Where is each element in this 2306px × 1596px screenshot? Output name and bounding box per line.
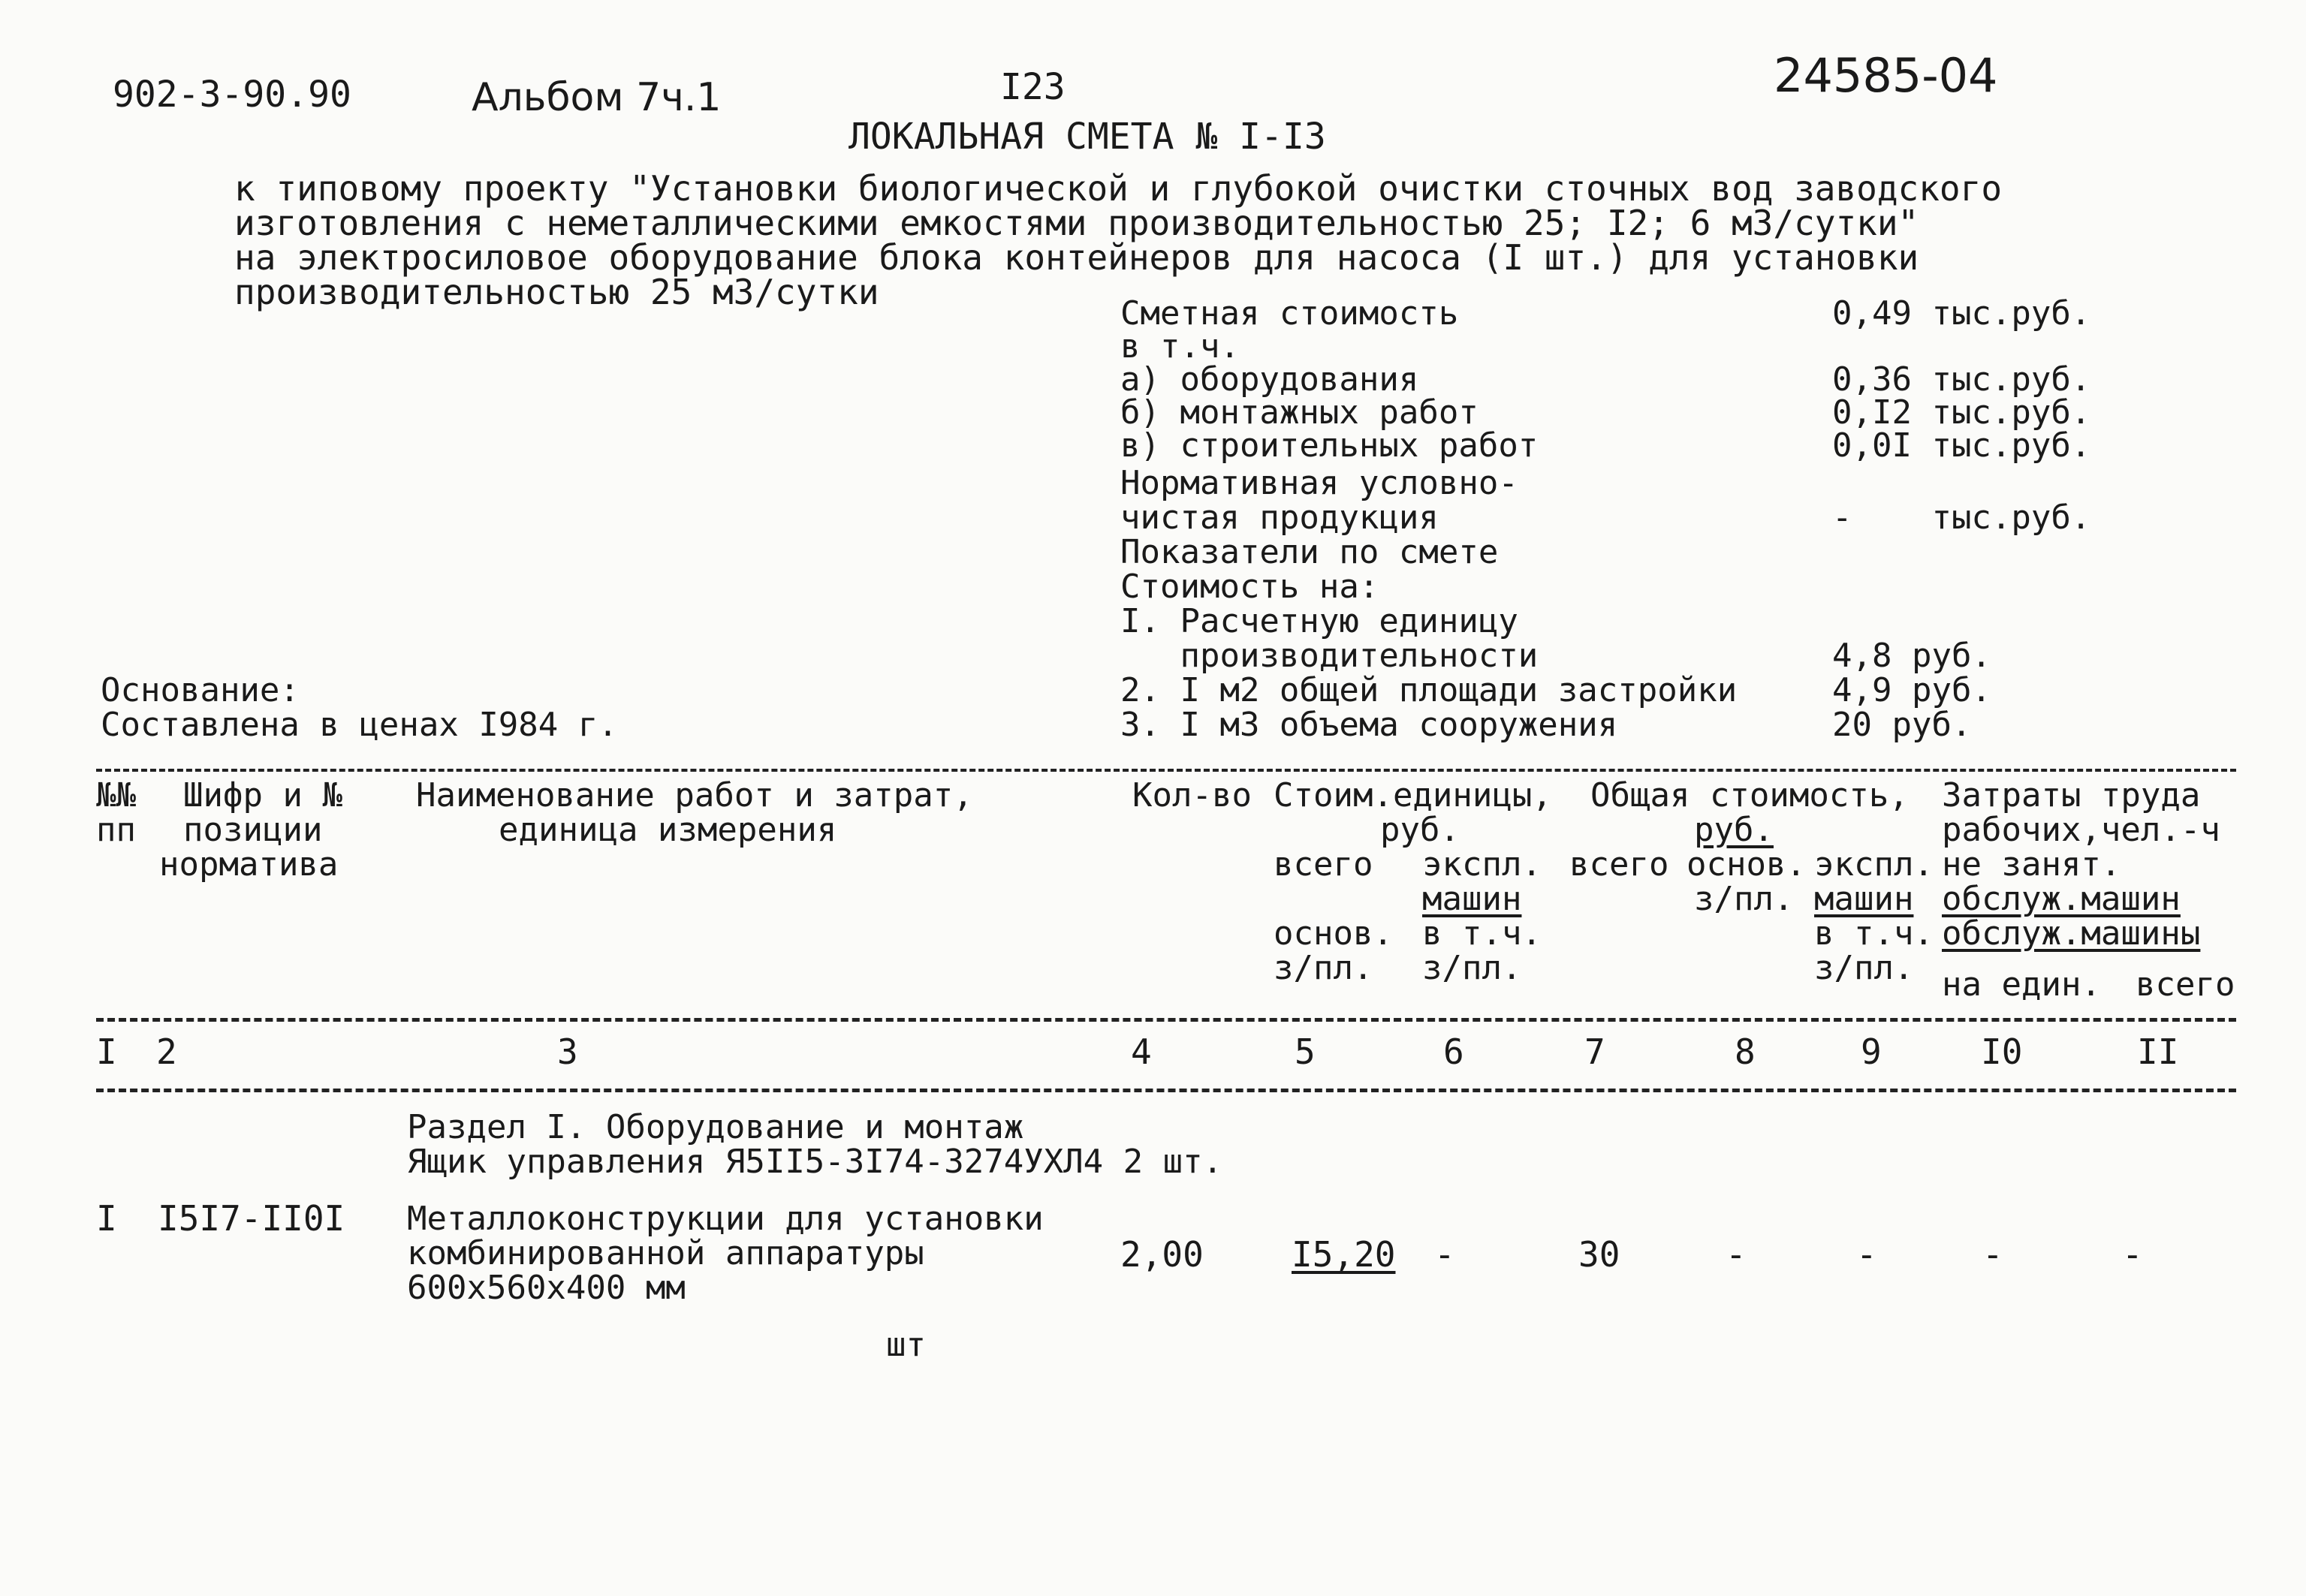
- row-total: 30: [1578, 1234, 1620, 1275]
- col-labor-header: не занят.: [1942, 845, 2121, 884]
- col9-header: экспл.: [1814, 845, 1934, 884]
- column-number: 7: [1584, 1031, 1605, 1072]
- row-qty: 2,00: [1120, 1234, 1204, 1275]
- column-number: 4: [1131, 1031, 1152, 1072]
- column-number: I: [96, 1031, 117, 1072]
- document-code: 902-3-90.90: [113, 74, 351, 116]
- row-number: I: [96, 1198, 117, 1239]
- row-name: комбинированной аппаратуры: [407, 1234, 924, 1272]
- project-line: изготовления с неметаллическими емкостями производительностью 25; I2; 6 м3/сутки": [234, 203, 1919, 243]
- col-code-header: норматива: [159, 845, 339, 884]
- cost-label: а) оборудования: [1120, 360, 1419, 399]
- col6-header: машин: [1422, 880, 1522, 918]
- cost-label: чистая продукция: [1120, 498, 1439, 537]
- col11-header: всего: [2136, 965, 2235, 1004]
- col-name-header: Наименование работ и затрат,: [416, 776, 973, 815]
- cost-label: в т.ч.: [1120, 327, 1240, 366]
- col8-header: основ.: [1687, 845, 1806, 884]
- cost-label: Нормативная условно-: [1120, 464, 1518, 502]
- album-label: Альбом 7ч.1: [472, 75, 722, 120]
- numbers-bottom-rule: [96, 1089, 2236, 1092]
- col6-header: экспл.: [1422, 845, 1542, 884]
- col9-header: в т.ч.: [1814, 914, 1934, 953]
- inventory-stamp: 24585-04: [1774, 48, 1998, 103]
- cost-value: 0,I2 тыс.руб.: [1832, 393, 2091, 432]
- row-unit-total: I5,20: [1292, 1234, 1396, 1275]
- row-labor-unit: -: [1982, 1234, 2003, 1275]
- project-line: производительностью 25 м3/сутки: [234, 272, 879, 312]
- cost-label: Показатели по смете: [1120, 533, 1499, 571]
- col-labor-header: обслуж.машин: [1942, 880, 2181, 918]
- col-qty-header: Кол-во: [1132, 776, 1252, 815]
- col9-header: з/пл.: [1814, 949, 1914, 987]
- row-code: I5I7-II0I: [158, 1198, 345, 1239]
- column-number: 2: [156, 1031, 177, 1072]
- project-line: на электросиловое оборудование блока контейнеров для насоса (I шт.) для установки: [234, 237, 1919, 278]
- col6-header: з/пл.: [1422, 949, 1522, 987]
- col-code-header: Шифр и №: [183, 776, 342, 815]
- row-labor-total: -: [2122, 1234, 2143, 1275]
- col8-header: з/пл.: [1694, 880, 1794, 918]
- col5-header: з/пл.: [1274, 949, 1373, 987]
- cost-label: I. Расчетную единицу: [1120, 602, 1518, 640]
- page-number: I23: [1000, 66, 1066, 108]
- col7-header: всего: [1569, 845, 1669, 884]
- document-title: ЛОКАЛЬНАЯ СМЕТА № I-I3: [849, 116, 1326, 158]
- col5-header: всего: [1274, 845, 1373, 884]
- cost-label: б) монтажных работ: [1120, 393, 1479, 432]
- cost-label: 2. I м2 общей площади застройки: [1120, 671, 1738, 709]
- cost-value: 0,49 тыс.руб.: [1832, 294, 2091, 333]
- col-unit-cost-header: руб.: [1380, 811, 1460, 849]
- cost-value: 0,0I тыс.руб.: [1832, 426, 2091, 465]
- cost-value: 20 руб.: [1832, 706, 1972, 744]
- col-total-header: руб.: [1694, 811, 1774, 849]
- cost-value: 4,9 руб.: [1832, 671, 1991, 709]
- section-subtitle: Ящик управления Я5II5-3I74-3274УХЛ4 2 шт.: [407, 1143, 1223, 1181]
- col-num-header: пп: [96, 811, 136, 849]
- col-code-header: позиции: [183, 811, 323, 849]
- col6-header: в т.ч.: [1422, 914, 1542, 953]
- basis-label: Основание:: [101, 671, 300, 709]
- column-number: II: [2137, 1031, 2179, 1072]
- header-top-rule: [96, 769, 2236, 772]
- col10-header: на един.: [1942, 965, 2101, 1004]
- column-number: I0: [1981, 1031, 2023, 1072]
- column-number: 3: [557, 1031, 578, 1072]
- col-labor-header: Затраты труда: [1942, 776, 2201, 815]
- cost-value: 4,8 руб.: [1832, 637, 1991, 675]
- row-name: 600х560х400 мм: [407, 1269, 686, 1307]
- cost-label: 3. I м3 объема сооружения: [1120, 706, 1618, 744]
- cost-label: Стоимость на:: [1120, 568, 1379, 606]
- row-unit-mach: -: [1434, 1234, 1455, 1275]
- row-unit: шт: [886, 1326, 926, 1364]
- col-unit-cost-header: Стоим.единицы,: [1274, 776, 1552, 815]
- section-title: Раздел I. Оборудование и монтаж: [407, 1108, 1024, 1146]
- project-line: к типовому проекту "Установки биологической и глубокой очистки сточных вод заводского: [234, 168, 2003, 209]
- cost-label: производительности: [1120, 637, 1539, 675]
- cost-value: - тыс.руб.: [1832, 498, 2091, 537]
- column-number: 6: [1443, 1031, 1464, 1072]
- col-labor-header: рабочих,чел.-ч: [1942, 811, 2220, 849]
- cost-label: Сметная стоимость: [1120, 294, 1459, 333]
- row-total-mach: -: [1856, 1234, 1877, 1275]
- col5-header: основ.: [1274, 914, 1393, 953]
- col-name-header: единица измерения: [499, 811, 837, 849]
- col-total-header: Общая стоимость,: [1590, 776, 1909, 815]
- column-number: 8: [1735, 1031, 1756, 1072]
- cost-label: в) строительных работ: [1120, 426, 1539, 465]
- row-total-base: -: [1726, 1234, 1747, 1275]
- col-num-header: №№: [96, 776, 136, 815]
- cost-value: 0,36 тыс.руб.: [1832, 360, 2091, 399]
- basis-text: Составлена в ценах I984 г.: [101, 706, 618, 744]
- row-name: Металлоконструкции для установки: [407, 1200, 1044, 1238]
- col9-header: машин: [1814, 880, 1914, 918]
- col-labor-header: обслуж.машины: [1942, 914, 2201, 953]
- column-number: 5: [1295, 1031, 1316, 1072]
- column-number: 9: [1861, 1031, 1882, 1072]
- header-bottom-rule: [96, 1018, 2236, 1022]
